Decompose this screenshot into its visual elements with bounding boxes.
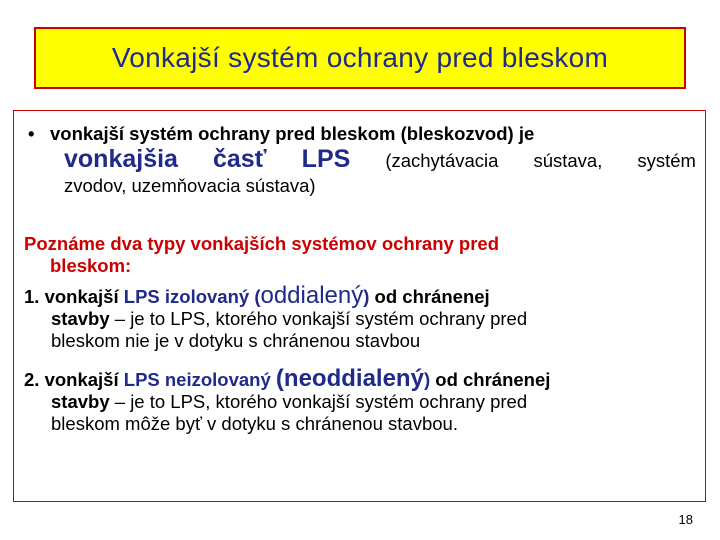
item-cont-bold: stavby (51, 308, 110, 329)
emph-word-2: časť (212, 145, 267, 173)
list-item-1 (24, 282, 528, 352)
item-cont-bold: stavby (51, 391, 110, 412)
page-number: 18 (678, 512, 693, 527)
emph-word-3: LPS (301, 145, 351, 173)
item-post: od chránenej (435, 369, 551, 390)
item-number: 2. (24, 369, 40, 390)
rest-word-2: sústava, (533, 150, 603, 171)
item-number: 1. (24, 286, 40, 307)
intro-text (24, 233, 499, 277)
emph-word-1: vonkajšia (64, 145, 178, 173)
intro-line-1: Poznáme dva typy vonkajších systémov ochrany pred (24, 233, 500, 254)
slide-title-box (34, 27, 686, 89)
item-post: od chránenej (374, 286, 490, 307)
list-item-1-cont-1 (24, 308, 527, 330)
bullet-line-2 (64, 147, 696, 173)
content-box (13, 110, 706, 502)
list-item-2-cont-1 (24, 391, 550, 413)
item-emph: oddialený (260, 282, 364, 309)
item-emph: (neoddialený (275, 365, 424, 392)
item-lps: LPS neizolovaný (123, 369, 271, 390)
rest-word-1: (zachytávacia (385, 150, 499, 171)
item-pre: vonkajší (44, 286, 119, 307)
list-item-1-cont-2: bleskom nie je v dotyku s chránenou stavbou (51, 330, 421, 351)
item-lps: LPS izolovaný ( (123, 286, 261, 307)
rest-word-3: systém (637, 150, 696, 171)
list-item-2 (24, 365, 551, 435)
list-item-2-cont-2: bleskom môže byť v dotyku s chránenou stavbou. (51, 413, 458, 434)
item-close: ) (363, 286, 370, 307)
item-cont-rest: – je to LPS, ktorého vonkajší systém ochrany pred (109, 391, 528, 412)
item-pre: vonkajší (44, 369, 119, 390)
slide-title: Vonkajší systém ochrany pred bleskom (111, 42, 609, 73)
bullet-symbol: • (28, 123, 35, 144)
bullet-line-3: zvodov, uzemňovacia sústava) (64, 175, 316, 196)
list-item-2-row (24, 365, 551, 392)
item-cont-rest: – je to LPS, ktorého vonkajší systém ochrany pred (109, 308, 528, 329)
intro-line-2: bleskom: (50, 255, 132, 276)
item-close: ) (423, 369, 431, 390)
list-item-1-row (24, 282, 527, 309)
bullet-line-1: vonkajší systém ochrany pred bleskom (bleskozvod) je (50, 123, 535, 144)
